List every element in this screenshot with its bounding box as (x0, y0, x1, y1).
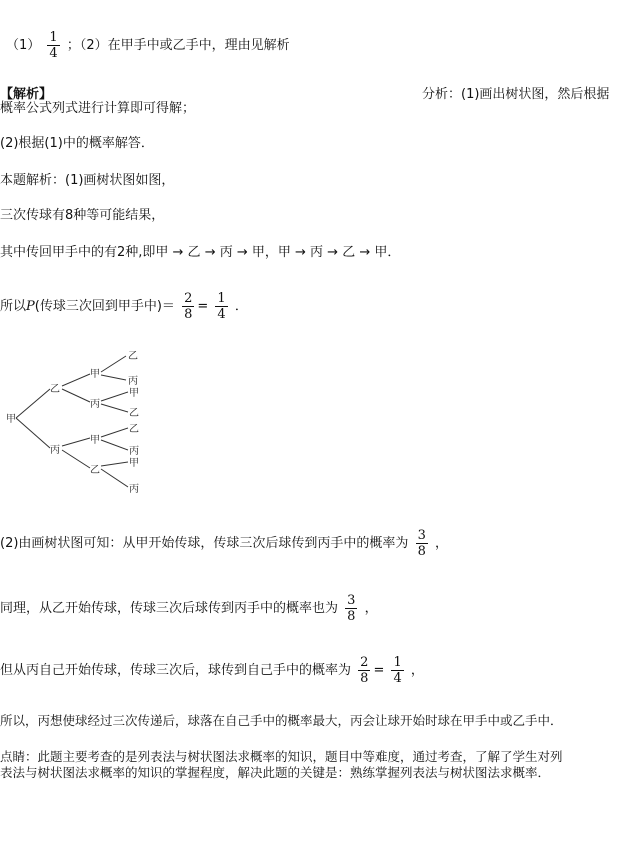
part2-line2-text: 同理，从乙开始传球，传球三次后球传到丙手中的概率也为 (0, 601, 339, 616)
analysis-line5: 三次传球有8种等可能结果， (0, 208, 165, 223)
part2-line4: 所以，丙想使球经过三次传递后，球落在自己手中的概率最大，丙会让球开始时球在甲手中或乙手中． (0, 713, 563, 728)
fraction-denominator: 8 (184, 307, 193, 322)
line7-end: ． (234, 299, 248, 314)
fraction-numerator: 1 (49, 30, 58, 45)
tree-l2-a: 甲 (90, 369, 100, 380)
analysis-header: 【解析】 (0, 87, 53, 102)
line7-fraction-2 (215, 291, 227, 322)
fraction-denominator: 4 (217, 307, 226, 322)
tree-l3-7: 甲 (129, 458, 139, 469)
tree-l3-4: 乙 (129, 408, 139, 419)
part2-line2-fraction (345, 593, 357, 624)
comment-line2: 表法与树状图法求概率的知识的掌握程度，解决此题的关键是：熟练掌握列表法与树状图法求概率． (0, 765, 551, 780)
tree-l1-b: 丙 (50, 445, 60, 456)
answer-part2: ；（2）在甲手中或乙手中，理由见解析 (66, 38, 290, 53)
tree-l2-b: 丙 (90, 399, 100, 410)
analysis-line3: (2)根据(1)中的概率解答． (0, 136, 154, 151)
comment-line1: 点睛：此题主要考查的是列表法与树状图法求概率的知识，题目中等难度，通过考查，了解了学生对列 (0, 749, 563, 764)
tree-l2-c: 甲 (90, 435, 100, 446)
analysis-line4: 本题解析：(1)画树状图如图， (0, 173, 175, 188)
part2-line3-fraction-1 (358, 655, 370, 686)
part2-line2 (0, 593, 378, 624)
part2-line3-fraction-2 (391, 655, 403, 686)
fraction-numerator: 1 (393, 655, 402, 670)
answer-fraction (47, 30, 59, 61)
fraction-denominator: 4 (393, 671, 402, 686)
analysis-line2: 概率公式列式进行计算即可得解； (0, 101, 196, 116)
answer-part1-label: （1） (6, 38, 41, 53)
tree-diagram (0, 340, 170, 505)
tree-l3-5: 乙 (129, 424, 139, 435)
fraction-denominator: 8 (360, 671, 369, 686)
part2-line1-text: (2)由画树状图可知：从甲开始传球，传球三次后球传到丙手中的概率为 (0, 536, 409, 551)
tree-l3-8: 丙 (129, 484, 139, 495)
fraction-numerator: 3 (417, 528, 426, 543)
tree-l3-6: 丙 (129, 446, 139, 457)
fraction-numerator: 2 (184, 291, 193, 306)
part2-line3-text: 但从丙自己开始传球，传球三次后，球传到自己手中的概率为 (0, 663, 352, 678)
part2-line3 (0, 655, 424, 686)
answer-line (6, 30, 290, 61)
probability-symbol: P (26, 299, 35, 314)
tree-l3-2: 丙 (128, 376, 138, 387)
tree-l1-a: 乙 (50, 384, 60, 395)
analysis-line7 (0, 291, 248, 322)
part2-line2-end: ， (364, 601, 378, 616)
line7-fraction-1 (182, 291, 194, 322)
line7-mid: (传球三次回到甲手中)＝ (34, 299, 175, 314)
fraction-numerator: 2 (360, 655, 369, 670)
part2-line1-fraction (416, 528, 428, 559)
part2-line1-end: ， (434, 536, 448, 551)
fraction-denominator: 4 (49, 46, 58, 61)
analysis-line6: 其中传回甲手中的有2种,即甲 → 乙 → 丙 → 甲，甲 → 丙 → 乙 → 甲． (0, 245, 401, 260)
tree-l3-1: 乙 (128, 351, 138, 362)
fraction-denominator: 8 (417, 544, 426, 559)
tree-root: 甲 (6, 414, 16, 425)
equals-sign: = (373, 663, 385, 678)
analysis-intro: 分析：(1)画出树状图，然后根据 (422, 87, 610, 102)
fraction-numerator: 3 (347, 593, 356, 608)
equals-sign: = (197, 299, 209, 314)
fraction-denominator: 8 (347, 609, 356, 624)
part2-line3-end: ， (410, 663, 424, 678)
fraction-numerator: 1 (217, 291, 226, 306)
line7-prefix: 所以 (0, 299, 27, 314)
tree-l2-d: 乙 (90, 465, 100, 476)
tree-l3-3: 甲 (129, 388, 139, 399)
part2-line1 (0, 528, 448, 559)
